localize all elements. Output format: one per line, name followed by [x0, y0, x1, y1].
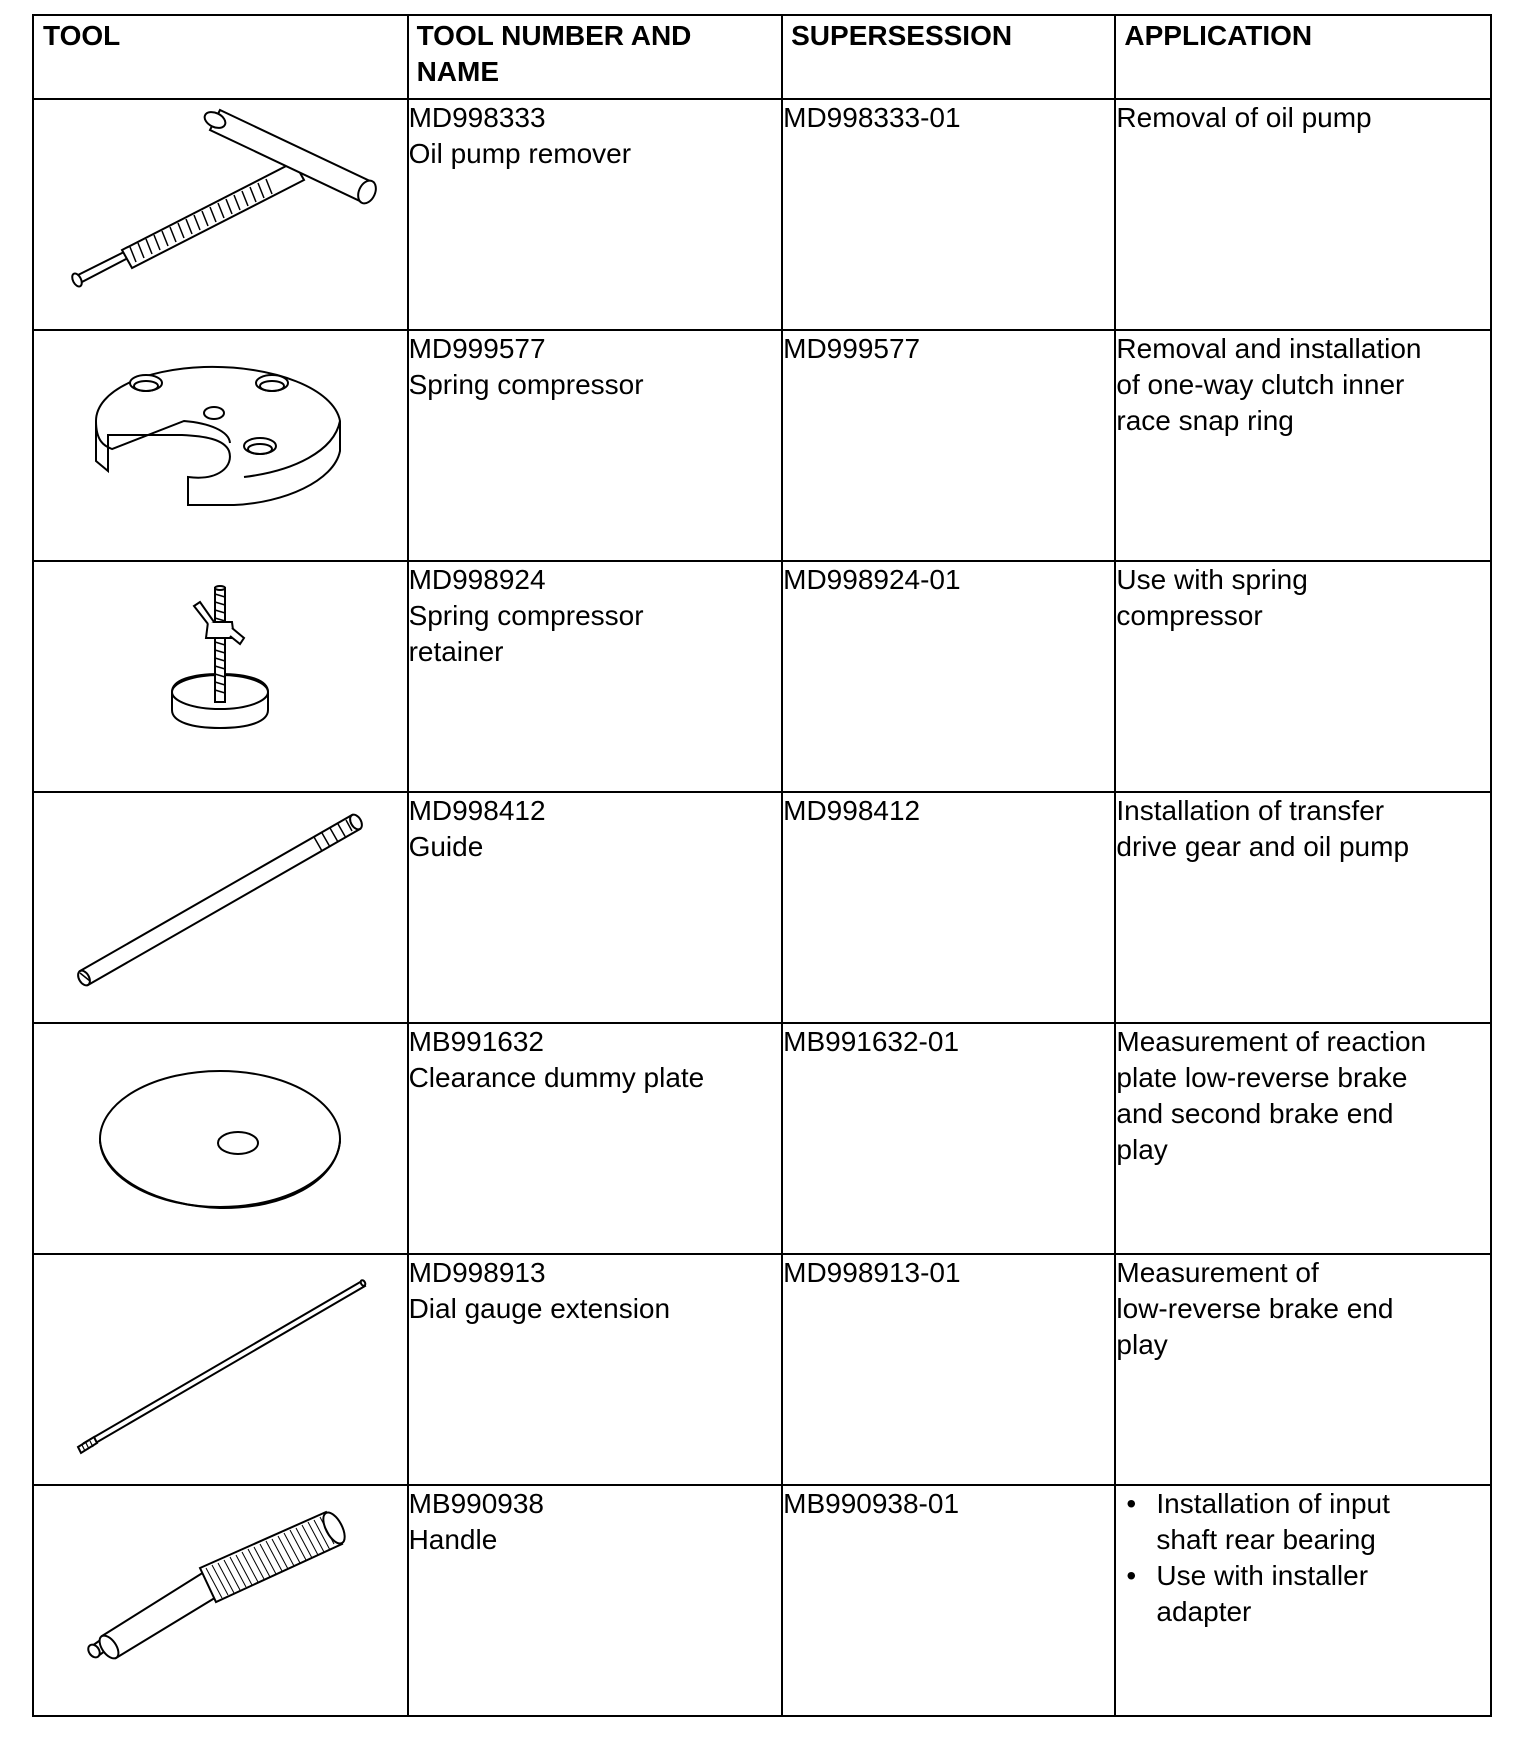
- application-cell: [1115, 1023, 1491, 1254]
- tool-image-cell: [33, 792, 408, 1023]
- supersession-cell: [782, 1254, 1115, 1485]
- application-cell: [1115, 792, 1491, 1023]
- application-text: plate low-reverse brake: [1116, 1062, 1408, 1093]
- supersession-number: MD998333-01: [783, 102, 961, 133]
- tool-image-cell: [33, 330, 408, 561]
- application-cell: [1115, 330, 1491, 561]
- application-text: and second brake end: [1116, 1098, 1394, 1129]
- supersession-cell: [782, 99, 1115, 330]
- header-tool-number: TOOL NUMBER AND NAME: [408, 15, 783, 99]
- tool-number: MD998333: [408, 102, 546, 133]
- application-text: drive gear and oil pump: [1116, 831, 1410, 862]
- tool-number-cell: [408, 1254, 783, 1485]
- tool-number-cell: [408, 330, 783, 561]
- application-text: Removal and installation: [1116, 333, 1422, 364]
- dummy-plate-icon: [34, 1024, 406, 1253]
- table-row: [33, 1485, 1491, 1716]
- application-bullet-list: [1116, 1486, 1490, 1630]
- application-cell: [1115, 1485, 1491, 1716]
- application-cell: [1115, 561, 1491, 792]
- tool-name: Guide: [408, 831, 484, 862]
- application-text: Use with spring: [1116, 564, 1308, 595]
- tool-image-cell: [33, 99, 408, 330]
- special-tools-table: [32, 14, 1492, 1717]
- tool-image-cell: [33, 1023, 408, 1254]
- tool-image-cell: [33, 1485, 408, 1716]
- header-supersession: SUPERSESSION: [782, 15, 1115, 99]
- header-row: [33, 15, 1491, 99]
- tool-image-cell: [33, 1254, 408, 1485]
- application-text: Measurement of: [1116, 1257, 1319, 1288]
- application-text: of one-way clutch inner: [1116, 369, 1405, 400]
- table-row: [33, 792, 1491, 1023]
- list-item: [1116, 1558, 1490, 1630]
- guide-rod-icon: [34, 793, 406, 1022]
- tool-number: MD998913: [408, 1257, 546, 1288]
- application-text: Removal of oil pump: [1116, 102, 1372, 133]
- t-handle-puller-icon: [34, 100, 406, 329]
- application-text: adapter: [1156, 1596, 1252, 1627]
- application-text: Use with installer: [1156, 1560, 1369, 1591]
- tool-name: Dial gauge extension: [408, 1293, 671, 1324]
- tool-number: MB991632: [408, 1026, 544, 1057]
- table-row: [33, 561, 1491, 792]
- application-text: compressor: [1116, 600, 1263, 631]
- table-row: [33, 99, 1491, 330]
- tool-number-cell: [408, 792, 783, 1023]
- bullet-icon: •: [1126, 1560, 1137, 1591]
- application-cell: [1115, 99, 1491, 330]
- tool-number-cell: [408, 561, 783, 792]
- handle-icon: [34, 1486, 406, 1715]
- application-cell: [1115, 1254, 1491, 1485]
- table-row: [33, 1023, 1491, 1254]
- table-row: [33, 1254, 1491, 1485]
- dial-gauge-extension-icon: [34, 1255, 406, 1484]
- supersession-number: MB991632-01: [783, 1026, 960, 1057]
- wing-nut-retainer-icon: [34, 562, 406, 791]
- spring-compressor-plate-icon: [34, 331, 406, 560]
- tool-number: MD998924: [408, 564, 546, 595]
- tool-number: MD998412: [408, 795, 546, 826]
- table-row: [33, 330, 1491, 561]
- application-text: play: [1116, 1329, 1168, 1360]
- application-text: Installation of transfer: [1116, 795, 1385, 826]
- list-item: [1116, 1486, 1490, 1558]
- tool-number: MD999577: [408, 333, 546, 364]
- supersession-cell: [782, 330, 1115, 561]
- supersession-cell: [782, 792, 1115, 1023]
- application-text: low-reverse brake end: [1116, 1293, 1394, 1324]
- application-text: shaft rear bearing: [1156, 1524, 1376, 1555]
- tool-number-cell: [408, 1023, 783, 1254]
- bullet-icon: •: [1126, 1488, 1137, 1519]
- tool-name: Spring compressor: [408, 369, 644, 400]
- supersession-number: MB990938-01: [783, 1488, 960, 1519]
- supersession-number: MD998412: [783, 795, 921, 826]
- tool-number: MB990938: [408, 1488, 544, 1519]
- tool-name: Oil pump remover: [408, 138, 632, 169]
- tool-number-cell: [408, 1485, 783, 1716]
- application-text: Installation of input: [1156, 1488, 1390, 1519]
- application-text: race snap ring: [1116, 405, 1294, 436]
- supersession-number: MD998913-01: [783, 1257, 961, 1288]
- tool-name: Spring compressor: [408, 600, 644, 631]
- header-application: APPLICATION: [1115, 15, 1491, 99]
- tool-name: retainer: [408, 636, 504, 667]
- supersession-cell: [782, 1023, 1115, 1254]
- application-text: Measurement of reaction: [1116, 1026, 1427, 1057]
- supersession-number: MD998924-01: [783, 564, 961, 595]
- header-tool: TOOL: [33, 15, 408, 99]
- supersession-cell: [782, 561, 1115, 792]
- tool-name: Handle: [408, 1524, 498, 1555]
- tool-number-cell: [408, 99, 783, 330]
- supersession-cell: [782, 1485, 1115, 1716]
- supersession-number: MD999577: [783, 333, 921, 364]
- tool-image-cell: [33, 561, 408, 792]
- application-text: play: [1116, 1134, 1168, 1165]
- tool-name: Clearance dummy plate: [408, 1062, 705, 1093]
